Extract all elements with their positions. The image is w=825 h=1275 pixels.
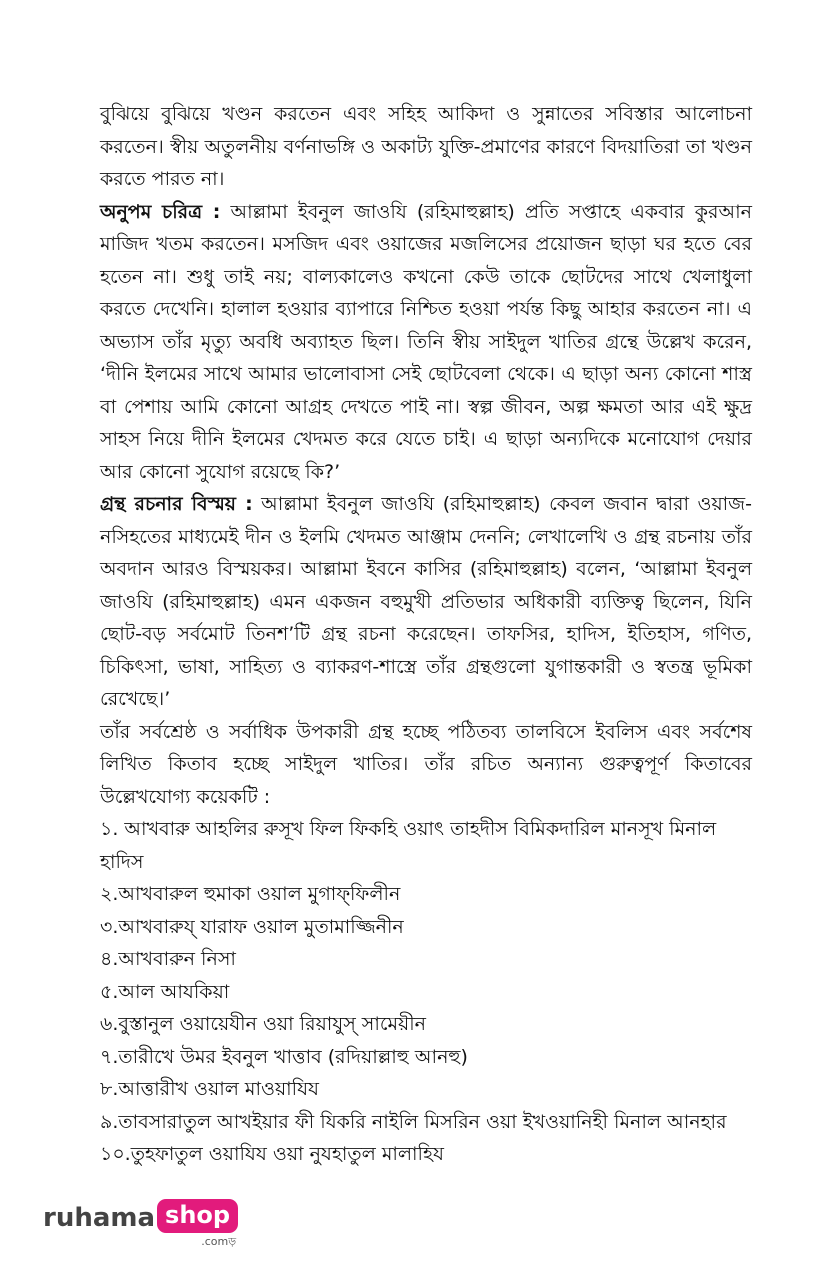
list-item: ১. আখবারু আহলির রুসূখ ফিল ফিকহি ওয়াৎ তাহদীস বিমিকদারিল মানসূখ মিনাল হাদিস bbox=[100, 818, 717, 873]
paragraph-text: বুঝিয়ে বুঝিয়ে খণ্ডন করতেন এবং সহিহ আকিদা ও সুন্নাতের সবিস্তার আলোচনা করতেন। স্বীয় অতুলনীয় বর্ণনাভঙ্গি ও অকাট্য যুক্তি-প্রমাণের কারণে বিদয়াতিরা তা খণ্ডন করতে পারত না। bbox=[100, 103, 752, 190]
section-heading: অনুপম চরিত্র : bbox=[100, 200, 221, 223]
section-heading: গ্রন্থ রচনার বিস্ময় : bbox=[100, 493, 253, 515]
paragraph-text: আল্লামা ইবনুল জাওযি (রহিমাহুল্লাহ) প্রতি সপ্তাহে একবার কুরআন মাজিদ খতম করতেন। মসজিদ এবং ওয়াজের মজলিসের প্রয়োজন ছাড়া ঘর হতে বের হতেন না। শুধু তাই নয়; বাল্যকালেও কখনো কেউ তাকে ছোটদের সাথে খেলাধুলা করতে দেখেনি। হালাল হওয়ার ব্যাপারে নিশ্চিত হওয়া পর্যন্ত কিছু আহার করতেন না। এ অভ্যাস তাঁর মৃত্যু অবধি অব্যাহত ছিল। তিনি স্বীয় সাইদুল খাতির গ্রন্থে উল্লেখ করেন, ‘দীনি ইলমের সাথে আমার ভালোবাসা সেই ছোটবেলা থেকে। এ ছাড়া অন্য কোনো শাস্ত্র বা পেশায় আমি কোনো আগ্রহ দেখতে পাই না। স্বল্প জীবন, অল্প ক্ষমতা আর এই ক্ষুদ্র সাহস নিয়ে দীনি ইলমের খেদমত করে যেতে চাই। এ ছাড়া অন্যদিকে মনোযোগ দেয়ার আর কোনো সুযোগ রয়েছে কি?’ bbox=[100, 200, 752, 483]
paragraph-books-intro bbox=[100, 716, 752, 814]
list-item: ৫.আল আযকিয়া bbox=[100, 980, 230, 1003]
paragraph-text: আল্লামা ইবনুল জাওযি (রহিমাহুল্লাহ) কেবল জবান দ্বারা ওয়াজ-নসিহতের মাধ্যমেই দীন ও ইলমি খেদমত আঞ্জাম দেননি; লেখালেখি ও গ্রন্থ রচনায় তাঁর অবদান আরও বিস্ময়কর। আল্লামা ইবনে কাসির (রহিমাহুল্লাহ) বলেন, ‘আল্লামা ইবনুল জাওযি (রহিমাহুল্লাহ) এমন একজন বহুমুখী প্রতিভার অধিকারী ব্যক্তিত্ব ছিলেন, যিনি ছোট-বড় সর্বমোট তিনশ’টি গ্রন্থ রচনা করেছেন। তাফসির, হাদিস, ইতিহাস, গণিত, চিকিৎসা, ভাষা, সাহিত্য ও ব্যাকরণ-শাস্ত্রে তাঁর গ্রন্থগুলো যুগান্তকারী ও স্বতন্ত্র ভূমিকা রেখেছে।’ bbox=[100, 493, 752, 710]
list-item: ৩.আখবারুয্‌ যারাফ ওয়াল মুতামাজ্জিনীন bbox=[100, 915, 404, 938]
paragraph-writing bbox=[100, 488, 752, 716]
list-item: ২.আখবারুল হুমাকা ওয়াল মুগাফ্‌ফিলীন bbox=[100, 883, 401, 905]
paragraph-character bbox=[100, 196, 752, 489]
logo-domain-text: .comড় bbox=[201, 1235, 237, 1248]
paragraph-text: তাঁর সর্বশ্রেষ্ঠ ও সর্বাধিক উপকারী গ্রন্থ হচ্ছে পঠিতব্য তালবিসে ইবলিস এবং সর্বশেষ লিখিত কিতাব হচ্ছে সাইদুল খাতির। তাঁর রচিত অন্যান্য গুরুত্বপূর্ণ কিতাবের উল্লেখযোগ্য কয়েকটি : bbox=[100, 720, 752, 808]
logo-shop-badge bbox=[157, 1199, 238, 1248]
list-item: ১০.তুহফাতুল ওয়াযিয ওয়া নুযহাতুল মালাহিয bbox=[100, 1143, 444, 1165]
logo-shop-text: shop bbox=[157, 1199, 238, 1233]
list-item: ৪.আখবারুন নিসা bbox=[100, 948, 236, 970]
paragraph-intro bbox=[100, 98, 752, 196]
book-list bbox=[100, 813, 752, 1171]
list-item: ৮.আত্তারীখ ওয়াল মাওয়াযিয bbox=[100, 1078, 319, 1100]
document-page bbox=[100, 98, 752, 1171]
list-item: ৯.তাবসারাতুল আখইয়ার ফী যিকরি নাইলি মিসরিন ওয়া ইখওয়ানিহী মিনাল আনহার bbox=[100, 1110, 727, 1133]
list-item: ৬.বুস্তানুল ওয়ায়েযীন ওয়া রিয়াযুস্‌ সামেয়ীন bbox=[100, 1013, 427, 1035]
logo-brand-text: ruhama bbox=[43, 1203, 156, 1233]
list-item: ৭.তারীখে উমর ইবনুল খাত্তাব (রদিয়াল্লাহু আনহু) bbox=[100, 1045, 468, 1068]
ruhama-shop-logo bbox=[43, 1199, 238, 1247]
